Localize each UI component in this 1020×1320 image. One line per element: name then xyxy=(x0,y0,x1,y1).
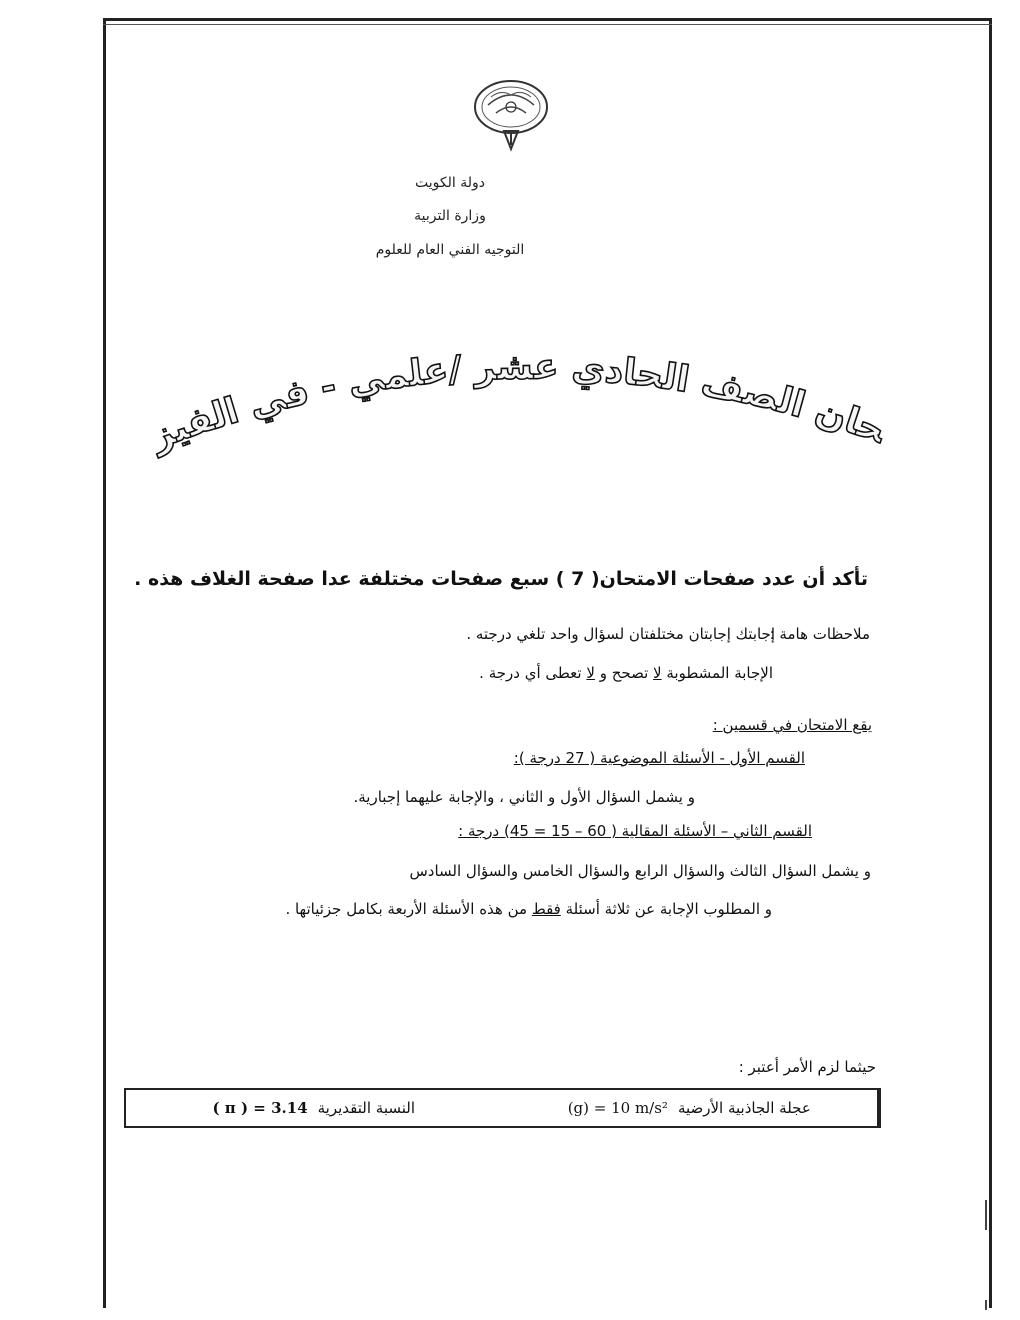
note-line-2-part: الإجابة المشطوبة xyxy=(661,664,773,682)
note-line-2 xyxy=(479,664,773,682)
header-ministry: وزارة التربية xyxy=(414,208,486,224)
sections-intro: يقع الامتحان في قسمين : xyxy=(712,716,872,734)
part1-title: القسم الأول - الأسئلة الموضوعية ( 27 درجة ): xyxy=(513,749,805,767)
kuwait-emblem-icon xyxy=(466,75,556,155)
part2-title: القسم الثاني – الأسئلة المقالية ( 60 – 15 = 45) درجة : xyxy=(458,822,812,840)
part2-desc-part: و المطلوب الإجابة عن ثلاثة أسئلة xyxy=(560,900,772,918)
part2-description-2 xyxy=(285,900,772,918)
constants-table xyxy=(124,1088,881,1128)
pages-notice: تأكد أن عدد صفحات الامتحان( 7 ) سبع صفحات مختلفة عدا صفحة الغلاف هذه . xyxy=(134,568,868,590)
pi-label: النسبة التقديرية xyxy=(317,1099,416,1117)
note-line-2-part: تعطى أي درجة . xyxy=(479,664,587,682)
part2-desc-emphasis: فقط xyxy=(531,900,561,918)
gravity-cell xyxy=(502,1090,880,1126)
page-border-inner xyxy=(103,24,992,25)
note-line-2-no: لا xyxy=(653,664,662,682)
gravity-value: (g) = 10 m/s² xyxy=(567,1099,668,1117)
constants-intro: حيثما لزم الأمر أعتبر : xyxy=(738,1058,876,1076)
notes-label: ملاحظات هامة : xyxy=(769,625,870,643)
pi-value: ( π ) = 3.14 xyxy=(212,1099,308,1117)
svg-text:امتحان الصف الحادي عشر /علمي - xyxy=(140,320,891,458)
pi-cell xyxy=(126,1090,502,1126)
scan-mark xyxy=(985,1200,987,1230)
note-line-1: إجابتك إجابتان مختلفتان لسؤال واحد تلغي درجته . xyxy=(466,625,775,643)
note-line-2-part: تصحح و xyxy=(594,664,654,682)
exam-title-text: حان الصف الحادي عشر /علمي - في الفيز xyxy=(145,346,891,458)
exam-title xyxy=(140,320,900,480)
part2-desc-part: من هذه الأسئلة الأربعة بكامل جزئياتها . xyxy=(285,900,532,918)
note-line-2-no: لا xyxy=(586,664,595,682)
header-country: دولة الكويت xyxy=(415,175,485,191)
gravity-label: عجلة الجاذبية الأرضية xyxy=(677,1099,811,1117)
part1-description: و يشمل السؤال الأول و الثاني ، والإجابة عليهما إجبارية. xyxy=(353,788,695,806)
scan-mark xyxy=(985,1300,987,1310)
part2-description-1: و يشمل السؤال الثالث والسؤال الرابع والسؤال الخامس والسؤال السادس xyxy=(409,862,871,880)
header-department: التوجيه الفني العام للعلوم xyxy=(375,242,525,258)
